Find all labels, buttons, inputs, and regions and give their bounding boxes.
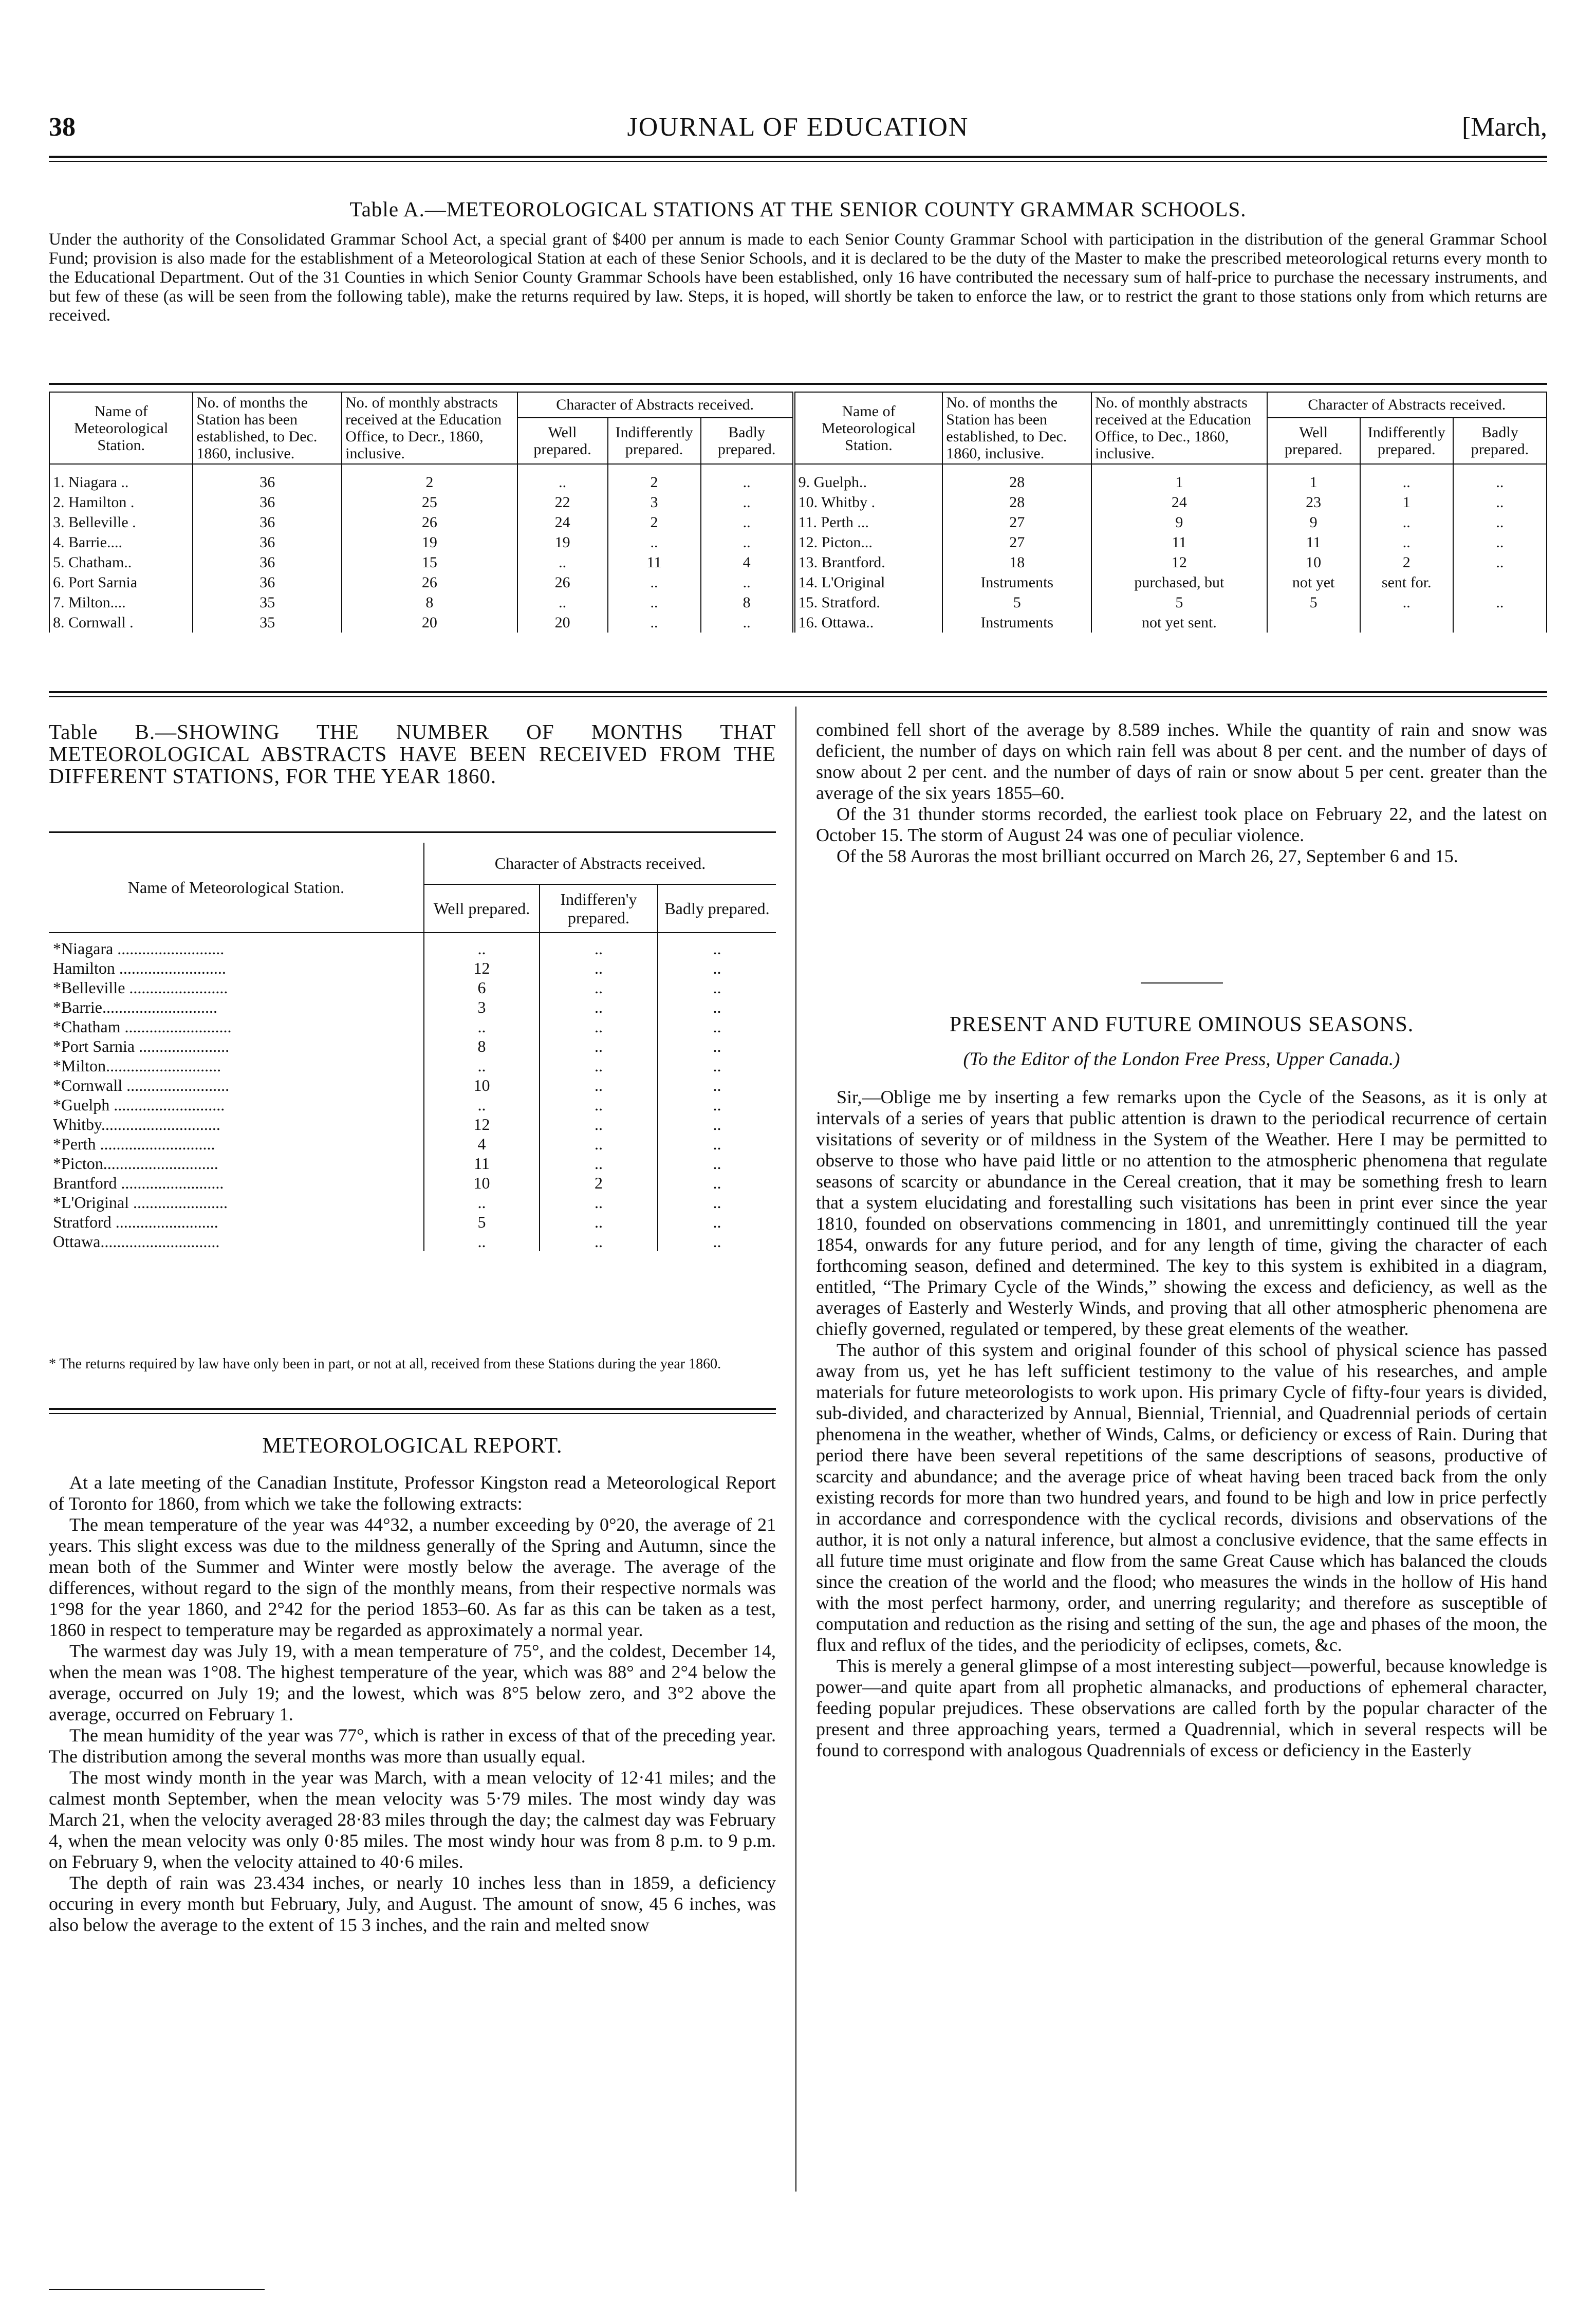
table-row [49,572,1547,592]
section-divider [1141,982,1223,983]
station-name: 2. Hamilton . [49,492,193,512]
table-a-col-well: Well prepared. [517,418,608,464]
station-name: Ottawa............................. [53,1232,220,1251]
report-paragraph: The mean humidity of the year was 77°, which is rather in excess of that of the preceding year. The distribution among the several months was more than usually equal. [49,1725,776,1767]
report-paragraph: The depth of rain was 23.434 inches, or nearly 10 inches less than in 1859, a deficiency occuring in every month but February, July, and August. The amount of snow, 45 6 inches, was also below the average to the extent of 15 3 inches, and the rain and melted snow [49,1872,776,1935]
cell-well: 9 [1267,512,1360,532]
cell-months: 36 [193,532,342,552]
cell-well: .. [424,1095,540,1115]
cell-badly: .. [1453,464,1547,492]
table-b-footnote: * The returns required by law have only been in part, or not at all, received from these Stations during the year 1860. [49,1356,721,1372]
cell-months: 35 [193,613,342,633]
cell-well: 23 [1267,492,1360,512]
cell-indiff: .. [540,1134,658,1154]
table-a-col-indiff: Indifferently prepared. [608,418,701,464]
station-name: 13. Brantford. [794,552,943,572]
cell-months: 36 [193,492,342,512]
table-a-col-name: Name of Meteorological Station. [49,392,193,464]
cell-months: 35 [193,592,342,613]
cell-well: .. [517,464,608,492]
station-name: *Niagara .......................... [53,939,225,958]
table-row [49,613,1547,633]
cell-badly: .. [658,1212,776,1232]
station-name: 11. Perth ... [794,512,943,532]
report-paragraph: The mean temperature of the year was 44°32, a number exceeding by 0°20, the average of 21 years. This slight excess was due to the mildness generally of the Spring and Autumn, since the mean both of the Summer and Winter were mostly below the average. The average of the differences, without regard to the sign of the monthly means, from their respective normals was 1°98 for the year 1860, and 2°42 for the period 1853–60. As far as this can be taken as a test, 1860 in respect to temperature may be regarded as approximately a normal year. [49,1514,776,1640]
cell-badly: .. [658,1173,776,1193]
table-b-col-well: Well prepared. [424,884,540,933]
station-name: *Milton............................ [53,1056,221,1075]
cell-indiff: 2 [540,1173,658,1193]
cell-well: .. [517,552,608,572]
cell-months: 5 [942,592,1091,613]
cell-badly [1453,572,1547,592]
cell-well: not yet [1267,572,1360,592]
cell-indiff: .. [540,1017,658,1036]
table-a-col-character-right: Character of Abstracts received. [1267,392,1547,418]
cell-monthly: 15 [342,552,517,572]
cell-badly: .. [1453,532,1547,552]
report-paragraph: combined fell short of the average by 8.589 inches. While the quantity of rain and snow was deficient, the number of days on which rain fell was about 8 per cent. and the number of days of snow about 2 per cent. and the number of days of rain or snow about 5 per cent. greater than the average of the six years 1855–60. [816,719,1547,803]
cell-indiff: .. [540,958,658,978]
cell-months: 36 [193,552,342,572]
cell-indiff: .. [1360,512,1453,532]
cell-indiff: .. [608,532,701,552]
table-a-col-name-right: Name of Meteorological Station. [794,392,943,464]
cell-indiff: .. [540,933,658,958]
cell-badly: .. [1453,552,1547,572]
cell-indiff: 2 [608,512,701,532]
cell-indiff [1360,613,1453,633]
table-a [49,392,1547,633]
cell-well: .. [424,1017,540,1036]
report-paragraph: At a late meeting of the Canadian Institute, Professor Kingston read a Meteorological Report of Toronto for 1860, from which we take the following extracts: [49,1472,776,1514]
cell-indiff: .. [540,1115,658,1134]
cell-monthly: 20 [342,613,517,633]
table-b [49,843,776,1251]
station-name: Whitby............................. [53,1115,220,1134]
cell-well: .. [424,1056,540,1075]
station-name: 7. Milton.... [49,592,193,613]
table-a-title: Table A.—METEOROLOGICAL STATIONS AT THE SENIOR COUNTY GRAMMAR SCHOOLS. [349,197,1247,221]
footer-rule [49,2289,265,2290]
cell-badly: .. [658,997,776,1017]
station-name: *Guelph ........................... [53,1096,225,1114]
table-a-col-badly-right: Badly prepared. [1453,418,1547,464]
header-rule [49,156,1547,158]
report-paragraph: The warmest day was July 19, with a mean temperature of 75°, and the coldest, December 14, when the mean was 1°08. The highest temperature of the year, which was 88° and 2°4 below the average, occurred on July 19; and the lowest, which was 8°5 below zero, and 3°2 above the average, occurred on February 1. [49,1641,776,1724]
cell-well: 11 [424,1154,540,1173]
cell-well: 5 [1267,592,1360,613]
table-a-col-indiff-right: Indifferently prepared. [1360,418,1453,464]
cell-indiff: .. [540,1212,658,1232]
table-a-col-character: Character of Abstracts received. [517,392,794,418]
cell-badly: .. [658,1154,776,1173]
table-b-title: Table B.—SHOWING THE NUMBER OF MONTHS THAT METEOROLOGICAL ABSTRACTS HAVE BEEN RECEIVED FROM THE DIFFERENT STATIONS, FOR THE YEAR 1860. [49,720,776,788]
cell-monthly: 19 [342,532,517,552]
station-name: 5. Chatham.. [49,552,193,572]
cell-badly: .. [701,464,794,492]
cell-months: Instruments [942,613,1091,633]
cell-badly: .. [701,532,794,552]
cell-well: 19 [517,532,608,552]
table-row [49,1232,776,1251]
table-row [49,1154,776,1173]
cell-badly: .. [658,1134,776,1154]
table-row [49,1173,776,1193]
cell-badly: .. [1453,592,1547,613]
table-row [49,1193,776,1212]
cell-monthly: 2 [342,464,517,492]
cell-badly: .. [658,1017,776,1036]
cell-badly: .. [658,1115,776,1134]
cell-well: .. [424,933,540,958]
cell-months: 36 [193,572,342,592]
cell-indiff: 2 [1360,552,1453,572]
station-name: 3. Belleville . [49,512,193,532]
table-row [49,1212,776,1232]
station-name: *Port Sarnia ...................... [53,1037,230,1055]
cell-well: 10 [424,1075,540,1095]
table-a-bottom-rule [49,691,1547,693]
cell-monthly: 26 [342,512,517,532]
cell-badly: 4 [701,552,794,572]
station-name: *Cornwall ......................... [53,1076,230,1094]
issue-month: [March, [1461,113,1547,142]
report-title: METEOROLOGICAL REPORT. [262,1434,563,1458]
station-name: 15. Stratford. [794,592,943,613]
table-a-col-months-right: No. of months the Station has been established, to Dec. 1860, inclusive. [942,392,1091,464]
station-name: *Belleville ........................ [53,978,228,997]
cell-badly: .. [658,1232,776,1251]
table-a-col-badly: Badly prepared. [701,418,794,464]
table-row [49,1115,776,1134]
table-a-col-monthly-right: No. of monthly abstracts received at the Education Office, to Dec., 1860, inclusive. [1091,392,1267,464]
cell-badly: .. [658,958,776,978]
station-name: 12. Picton... [794,532,943,552]
station-name: *L'Original ....................... [53,1193,228,1212]
station-name: *Chatham .......................... [53,1017,232,1036]
table-row [49,464,1547,492]
cell-indiff: .. [608,592,701,613]
table-a-col-months: No. of months the Station has been established, to Dec. 1860, inclusive. [193,392,342,464]
cell-indiff: .. [540,1095,658,1115]
cell-monthly: 11 [1091,532,1267,552]
table-b-col-indiff: Indifferen'y prepared. [540,884,658,933]
table-a-col-well-right: Well prepared. [1267,418,1360,464]
cell-badly [1453,613,1547,633]
cell-badly: 8 [701,592,794,613]
seasons-paragraph: The author of this system and original founder of this school of physical science has passed away from us, yet he has left sufficient testimony to the value of his researches, and ample materials for future meteorologists to work upon. His primary Cycle of fifty-four years is divided, sub-divided, and characterized by Annual, Biennial, Triennial, and Quadrennial periods of certain phenomena in the weather, whether of Winds, Calms, or deficiency or excess of Rain. During that period there have been several repetitions of the same descriptions of seasons, productive of scarcity and abundance; and the average price of wheat having been traced back from the only existing records for more than two hundred years, and found to be high and low in price perfectly in accordance and correspondence with the cyclical records, divisions and observations of the author, it is not only a natural inference, but almost a conclusive evidence, that the same effects in all future time must originate and flow from the same Great Cause which has balanced the clouds since the creation of the world and the flood; who measures the winds in the hollow of His hand with the most perfect harmony, order, and unerring regularity; and therefore as susceptible of computation and reduction as the rising and setting of the sun, the age and phases of the moon, the flux and reflux of the tides, and the periodicity of eclipses, comets, &c. [816,1340,1547,1655]
cell-badly: .. [701,572,794,592]
cell-well: 11 [1267,532,1360,552]
table-row [49,532,1547,552]
seasons-subtitle: (To the Editor of the London Free Press, Upper Canada.) [963,1049,1400,1070]
cell-indiff: sent for. [1360,572,1453,592]
cell-badly: .. [658,978,776,997]
cell-badly: .. [658,1056,776,1075]
table-row [49,997,776,1017]
cell-well: 4 [424,1134,540,1154]
cell-monthly: 8 [342,592,517,613]
table-b-col-badly: Badly prepared. [658,884,776,933]
cell-well: 6 [424,978,540,997]
report-top-rule-thin [49,1413,776,1414]
cell-indiff: .. [608,572,701,592]
table-a-col-monthly: No. of monthly abstracts received at the Education Office, to Decr., 1860, inclusive. [342,392,517,464]
cell-well: 20 [517,613,608,633]
table-row [49,1095,776,1115]
cell-monthly: 25 [342,492,517,512]
cell-well: 12 [424,958,540,978]
header-rule-thin [49,161,1547,162]
cell-indiff: .. [1360,592,1453,613]
cell-indiff: .. [540,997,658,1017]
cell-months: 27 [942,532,1091,552]
cell-well: 5 [424,1212,540,1232]
table-row [49,1017,776,1036]
table-row [49,1075,776,1095]
table-row [49,492,1547,512]
cell-well: 24 [517,512,608,532]
station-name: 14. L'Original [794,572,943,592]
cell-indiff: .. [540,1193,658,1212]
cell-badly: .. [1453,492,1547,512]
station-name: *Picton............................ [53,1154,218,1173]
cell-indiff: .. [540,1075,658,1095]
cell-indiff: .. [1360,532,1453,552]
cell-months: 36 [193,464,342,492]
report-continuation [816,719,1547,867]
table-row [49,512,1547,532]
seasons-title: PRESENT AND FUTURE OMINOUS SEASONS. [949,1013,1414,1036]
report-paragraph: The most windy month in the year was March, with a mean velocity of 12·41 miles; and the calmest month September, when the mean velocity was 5·79 miles. The most windy day was March 21, when the velocity averaged 28·83 miles through the day; the calmest day was February 4, when the mean velocity was only 0·85 miles. The most windy hour was from 8 p.m. to 9 p.m. on February 9, when the velocity attained to 40·6 miles. [49,1767,776,1872]
cell-indiff: .. [540,1056,658,1075]
report-paragraph: Of the 58 Auroras the most brilliant occurred on March 26, 27, September 6 and 15. [837,846,1458,866]
station-name: *Barrie............................ [53,998,217,1016]
cell-indiff: 3 [608,492,701,512]
cell-well: .. [424,1193,540,1212]
cell-badly: .. [658,1193,776,1212]
cell-badly: .. [658,1036,776,1056]
seasons-body [816,1087,1547,1761]
table-a-bottom-rule-thin [49,696,1547,697]
cell-indiff: .. [540,1036,658,1056]
report-body [49,1472,776,1936]
station-name: 8. Cornwall . [49,613,193,633]
report-paragraph: Of the 31 thunder storms recorded, the earliest took place on February 22, and the latest on October 15. The storm of August 24 was one of peculiar violence. [816,804,1547,845]
cell-well: 26 [517,572,608,592]
table-a-body [49,464,1547,633]
cell-well: 12 [424,1115,540,1134]
page-header [49,112,1547,148]
cell-monthly: 5 [1091,592,1267,613]
station-name: 1. Niagara .. [49,464,193,492]
table-b-col-name: Name of Meteorological Station. [49,843,424,933]
cell-indiff: 11 [608,552,701,572]
cell-monthly: 26 [342,572,517,592]
cell-badly: .. [701,512,794,532]
cell-indiff: .. [1360,464,1453,492]
cell-months: 27 [942,512,1091,532]
cell-monthly: 9 [1091,512,1267,532]
table-b-col-character: Character of Abstracts received. [424,843,776,884]
cell-badly: .. [701,492,794,512]
table-row [49,1134,776,1154]
station-name: 16. Ottawa.. [794,613,943,633]
cell-indiff: 1 [1360,492,1453,512]
table-a-top-rule [49,383,1547,385]
cell-well: .. [517,592,608,613]
table-b-top-rule [49,831,776,833]
station-name: 4. Barrie.... [49,532,193,552]
station-name: *Perth ............................ [53,1135,215,1153]
station-name: 10. Whitby . [794,492,943,512]
cell-well: .. [424,1232,540,1251]
station-name: Hamilton .......................... [53,959,226,977]
table-row [49,1056,776,1075]
cell-months: 36 [193,512,342,532]
station-name: Brantford ......................... [53,1174,224,1192]
cell-indiff: 2 [608,464,701,492]
cell-monthly: 24 [1091,492,1267,512]
column-divider [795,707,796,2192]
station-name: 6. Port Sarnia [49,572,193,592]
cell-badly: .. [658,933,776,958]
cell-well: 3 [424,997,540,1017]
seasons-paragraph: Sir,—Oblige me by inserting a few remarks upon the Cycle of the Seasons, as it is only at intervals of a series of years that public attention is drawn to the periodical recurrence of certain visitations of severity or of mildness in the System of the Weather. Here I may be permitted to observe to those who have paid little or no attention to the atmospheric phenomena that regulate seasons of scarcity or abundance in the Cereal creation, that it may be something fresh to learn that a system elucidating and forestalling such visitations has been in print ever since the year 1810, founded on observations commencing in 1801, and unremittingly continued till the year 1854, onwards for any future period, and for any length of time, giving the character of each forthcoming season, defined and determined. The key to this system is exhibited in a diagram, entitled, “The Primary Cycle of the Winds,” showing the excess and deficiency, as well as the averages of Easterly and Westerly Winds, and proving that all other atmospheric phenomena are chiefly governed, regulated or tempered, by these great elements of the weather. [816,1087,1547,1339]
table-a-intro: Under the authority of the Consolidated Grammar School Act, a special grant of $400 per annum is made to each Senior County Grammar School with participation in the distribution of the general Grammar School Fund; provision is also made for the establishment of a Meteorological Station at each of these Senior Schools, and it is declared to be the duty of the Master to make the prescribed meteorological returns every month to the Educational Department. Out of the 31 Counties in which Senior County Grammar Schools have been established, only 16 have contributed the necessary sum of half-price to purchase the necessary instruments, and but few of these (as will be seen from the following table), make the returns required by law. Steps, it is hoped, will shortly be taken to enforce the law, or to restrict the grant to those stations only from which returns are received. [49,230,1547,325]
cell-months: Instruments [942,572,1091,592]
cell-well: 10 [1267,552,1360,572]
cell-well: 8 [424,1036,540,1056]
cell-well [1267,613,1360,633]
cell-indiff: .. [540,978,658,997]
station-name: Stratford ......................... [53,1213,218,1231]
cell-badly: .. [701,613,794,633]
cell-badly: .. [658,1095,776,1115]
table-row [49,1036,776,1056]
table-row [49,978,776,997]
cell-indiff: .. [540,1154,658,1173]
journal-title: JOURNAL OF EDUCATION [627,113,969,142]
cell-well: 22 [517,492,608,512]
station-name: 9. Guelph.. [794,464,943,492]
report-top-rule [49,1408,776,1410]
table-b-body [49,933,776,1251]
table-row [49,592,1547,613]
cell-monthly: not yet sent. [1091,613,1267,633]
table-row [49,933,776,958]
cell-months: 28 [942,464,1091,492]
cell-monthly: 1 [1091,464,1267,492]
cell-indiff: .. [540,1232,658,1251]
cell-monthly: 12 [1091,552,1267,572]
cell-months: 28 [942,492,1091,512]
cell-months: 18 [942,552,1091,572]
table-row [49,958,776,978]
seasons-paragraph: This is merely a general glimpse of a most interesting subject—powerful, because knowledge is power—and quite apart from all prophetic almanacks, and productions of ephemeral character, feeding popular prejudices. These observations are called forth by the popular character of the present and three approaching years, termed a Quadrennial, which in several respects will be found to correspond with analogous Quadrennials of excess or deficiency in the Easterly [816,1656,1547,1760]
cell-well: 1 [1267,464,1360,492]
cell-monthly: purchased, but [1091,572,1267,592]
cell-well: 10 [424,1173,540,1193]
cell-badly: .. [1453,512,1547,532]
cell-indiff: .. [608,613,701,633]
page-number: 38 [49,113,76,142]
table-row [49,552,1547,572]
cell-badly: .. [658,1075,776,1095]
